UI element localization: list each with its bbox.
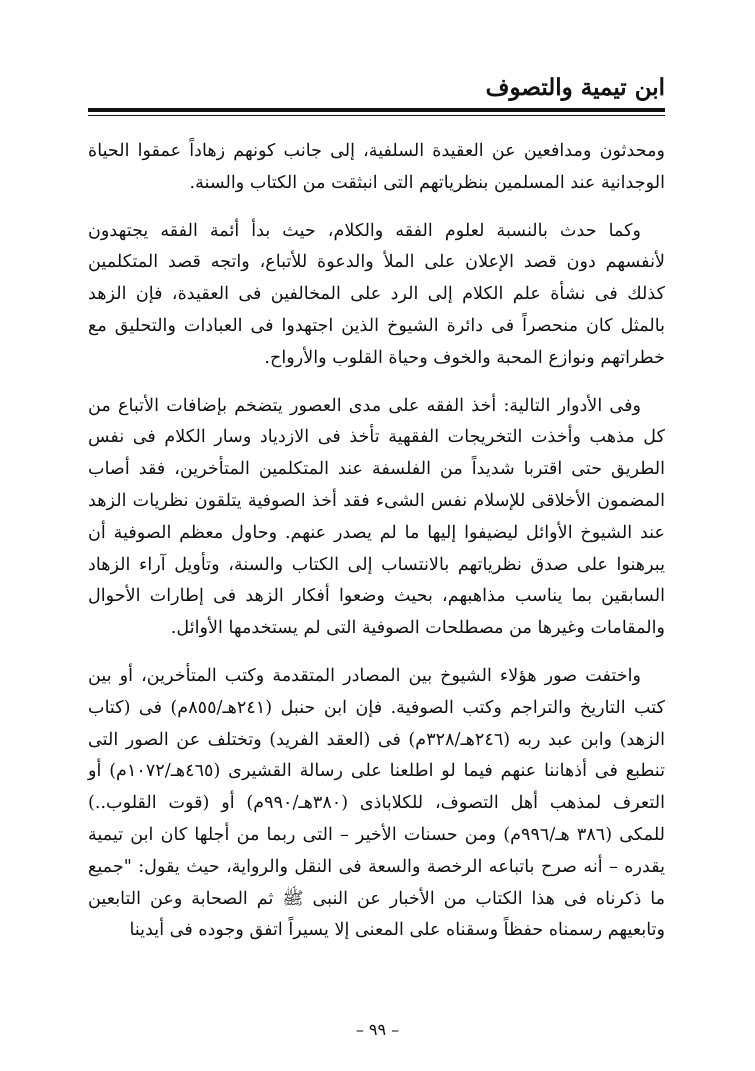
body-text xyxy=(88,136,665,963)
header-rule-thin xyxy=(88,115,665,116)
running-header-title: ابن تيمية والتصوف xyxy=(485,74,665,101)
paragraph-2: وكما حدث بالنسبة لعلوم الفقه والكلام، حيث بدأ أئمة الفقه يجتهدون لأنفسهم دون قصد الإعلان على الملأ والدعوة للأتباع، واتجه قصد المتكلمين كذلك فى نشأة علم الكلام إلى الرد على المخالفين فى العقيدة، فإن الزهد بالمثل كان منحصراً فى دائرة الشيوخ الذين اجتهدوا فى العبادات والتحليق مع خطراتهم ونوازع المحبة والخوف وحياة القلوب والأرواح. xyxy=(88,220,665,368)
page-number: – ٩٩ – xyxy=(355,1020,400,1039)
paragraph-4: واختفت صور هؤلاء الشيوخ بين المصادر المتقدمة وكتب المتأخرين، أو بين كتب التاريخ والتراجم وكتب الصوفية. فإن ابن حنبل (٢٤١هـ/٨٥٥م) فى (كتاب الزهد) وابن عبد ربه (٢٤٦هـ/٣٢٨م) فى (العقد الفريد) وتختلف عن الصور التى تنطبع فى أذهاننا عنهم فيما لو اطلعنا على رسالة القشيرى (٤٦٥هـ/١٠٧٢م) أو التعرف لمذهب أهل التصوف، للكلاباذى (٣٨٠هـ/٩٩٠م) أو (قوت القلوب..) للمكى (٣٨٦ هـ/٩٩٦م) ومن حسنات الأخير – التى ربما من أجلها كان ابن تيمية يقدره – أنه صرح باتباعه الرخصة والسعة فى النقل والرواية، حيث يقول: "جميع ما ذكرناه فى هذا الكتاب من الأخبار عن النبى ﷺ ثم الصحابة وعن التابعين وتابعيهم رسمناه حفظاً وسقناه على المعنى إلا يسيراً اتفق وجوده فى أيدينا xyxy=(88,665,666,941)
paragraph-1: ومحدثون ومدافعين عن العقيدة السلفية، إلى جانب كونهم زهاداً عمقوا الحياة الوجدانية عند المسلمين بنظرياتهم التى انبثقت من الكتاب والسنة. xyxy=(88,141,665,193)
paragraph-3: وفى الأدوار التالية: أخذ الفقه على مدى العصور يتضخم بإضافات الأتباع من كل مذهب وأخذت التخريجات الفقهية تأخذ فى الازدياد وسار الكلام فى نفس الطريق حتى اقتربا شديداً من الفلسفة عند المتكلمين المتأخرين، فقد أصاب المضمون الأخلاقى للإسلام نفس الشىء فقد أخذ الصوفية يتلقون نظريات الزهد عند الشيوخ الأوائل ليضيفوا إليها ما لم يصدر عنهم. وحاول معظم الصوفية أن يبرهنوا على صدق نظرياتهم بالانتساب إلى الكتاب والسنة، وتأويل آراء الزهاد السابقين بما يناسب مذاهبهم، بحيث وضعوا أفكار الزهد فى إطارات الأحوال والمقامات وغيرها من مصطلحات الصوفية التى لم يستخدمها الأوائل. xyxy=(88,395,665,639)
header-rule-thick xyxy=(88,108,665,112)
